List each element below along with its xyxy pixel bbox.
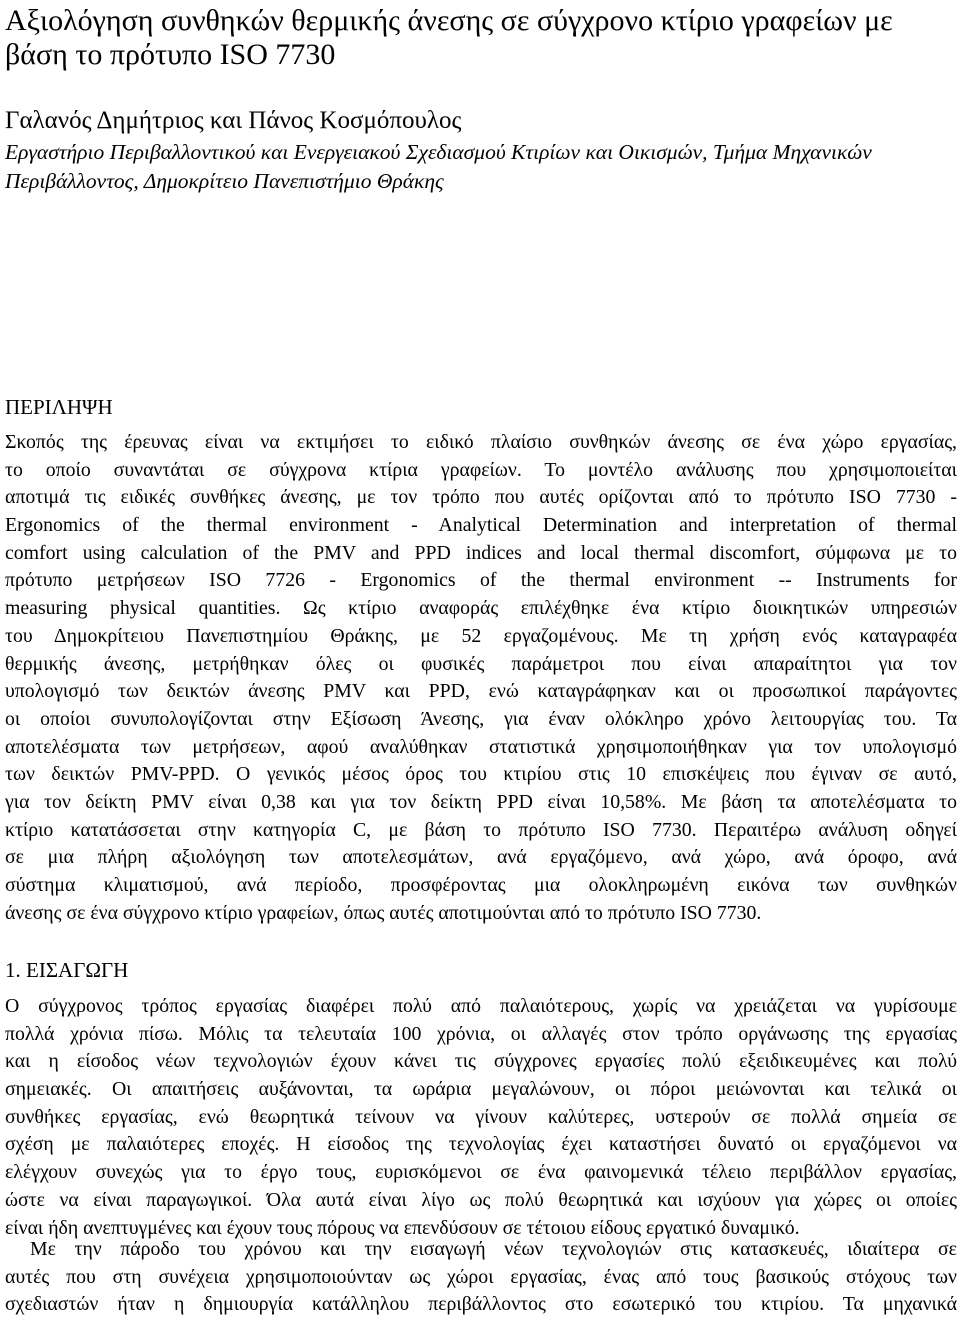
text-line: σχέση με παλαιότερες εποχές. Η είσοδος της τεχνολογίας έχει καταστήσει δυνατό οι εργαζόμενοι να <box>5 1133 957 1156</box>
text-line: συνθήκες εργασίας, ενώ θεωρητικά τείνουν να γίνουν καλύτερες, υστερούν σε πολλά σημεία σε <box>5 1105 957 1128</box>
affiliation-line-1: Εργαστήριο Περιβαλλοντικού και Ενεργειακού Σχεδιασμού Κτιρίων και Οικισμών, Τμήμα Μηχανικών <box>5 140 872 164</box>
text-line: σημειακές. Οι απαιτήσεις αυξάνονται, τα ωράρια μεγαλώνουν, οι πόροι μειώνονται και τελικά οι <box>5 1078 957 1101</box>
text-line: είναι ήδη ανεπτυγμένες και έχουν τους πόρους να επενδύσουν σε τέτοιου είδους εργατικό δυναμικό. <box>5 1216 800 1239</box>
abstract-heading: ΠΕΡΙΛΗΨΗ <box>5 395 113 419</box>
text-line: αυτές που στη συνέχεια χρησιμοποιούνταν ως χώροι εργασίας, ένας από τους βασικούς στόχους των <box>5 1265 957 1288</box>
text-line: Με την πάροδο του χρόνου και την εισαγωγή νέων τεχνολογιών στις κατασκευές, ιδιαίτερα σε <box>30 1238 957 1260</box>
text-line: comfort using calculation of the PMV and PPD indices and local thermal discomfort, σύμφωνα με το <box>5 541 957 564</box>
paper-title-line-1: Αξιολόγηση συνθηκών θερμικής άνεσης σε σύγχρονο κτίριο γραφείων με <box>5 4 893 37</box>
text-line: ώστε να είναι παραγωγικοί. Όλα αυτά είναι λίγο ως πολύ θεωρητικά και ισχύουν για χώρες οι οποίες <box>5 1188 957 1211</box>
text-line: αποτελέσματα των μετρήσεων, αφού αναλύθηκαν στατιστικά χρησιμοποιήθηκαν για τον υπολογισμό <box>5 735 957 758</box>
text-line: σε μια πλήρη αξιολόγηση των αποτελεσμάτων, ανά εργαζόμενο, ανά χώρο, ανά όροφο, ανά <box>5 846 957 869</box>
text-line: για τον δείκτη PMV είναι 0,38 και για τον δείκτη PPD είναι 10,58%. Με βάση τα αποτελέσματα το <box>5 790 957 813</box>
introduction-paragraph-1 <box>5 993 957 1242</box>
text-line: και η είσοδος νέων τεχνολογιών έχουν κάνει τις σύγχρονες εργασίες πολύ εξειδικευμένες και πολύ <box>5 1050 957 1073</box>
text-line: των δεικτών PMV-PPD. Ο γενικός μέσος όρος του κτιρίου στις 10 επισκέψεις που έγιναν σε αυτό, <box>5 763 957 786</box>
text-line: αποτιμά τις ειδικές συνθήκες άνεσης, με τον τρόπο που αυτές ορίζονται από το πρότυπο ISO 7730 - <box>5 486 957 509</box>
text-line: measuring physical quantities. Ως κτίριο αναφοράς επιλέχθηκε ένα κτίριο διοικητικών υπηρεσιών <box>5 597 957 620</box>
text-line: Σκοπός της έρευνας είναι να εκτιμήσει το ειδικό πλαίσιο συνθηκών άνεσης σε ένα χώρο εργασίας, <box>5 431 957 453</box>
paper-title-line-2: βάση το πρότυπο ISO 7730 <box>5 38 336 71</box>
text-line: κτίριο κατατάσσεται στην κατηγορία C, με βάση το πρότυπο ISO 7730. Περαιτέρω ανάλυση οδηγεί <box>5 818 957 841</box>
text-line: το οποίο συναντάται σε σύγχρονα κτίρια γραφείων. Το μοντέλο ανάλυσης που χρησιμοποιείται <box>5 458 957 481</box>
text-line: πρότυπο μετρήσεων ISO 7726 - Ergonomics of the thermal environment -- Instruments for <box>5 569 957 592</box>
text-line: σχεδιαστών ήταν η δημιουργία κατάλληλου περιβάλλοντος στο εσωτερικό του κτιρίου. Τα μηχανικά <box>5 1293 957 1316</box>
affiliation <box>5 138 872 196</box>
paper-title <box>5 4 957 72</box>
introduction-heading: 1. ΕΙΣΑΓΩΓΗ <box>5 958 129 982</box>
affiliation-line-2: Περιβάλλοντος, Δημοκρίτειο Πανεπιστήμιο Θράκης <box>5 169 444 193</box>
text-line: Ο σύγχρονος τρόπος εργασίας διαφέρει πολύ από παλαιότερους, χωρίς να χρειάζεται να γυρίσουμε <box>5 995 957 1017</box>
abstract-paragraph <box>5 429 957 927</box>
text-line: υπολογισμό των δεικτών άνεσης PMV και PPD, ενώ καταγράφηκαν και οι προσωπικοί παράγοντες <box>5 680 957 703</box>
text-line: πολλά χρόνια πίσω. Μόλις τα τελευταία 100 χρόνια, οι αλλαγές στον τρόπο οργάνωσης της εργασίας <box>5 1022 957 1045</box>
text-line: Ergonomics of the thermal environment - Analytical Determination and interpretation of thermal <box>5 514 957 537</box>
introduction-paragraph-2 <box>5 1236 957 1319</box>
text-line: σύστημα κλιματισμού, ανά περίοδο, προσφέροντας μια ολοκληρωμένη εικόνα των συνθηκών <box>5 874 957 896</box>
text-line: του Δημοκρίτειου Πανεπιστημίου Θράκης, με 52 εργαζομένους. Με τη χρήση ενός καταγραφέα <box>5 624 957 647</box>
text-line: άνεσης σε ένα σύγχρονο κτίριο γραφείων, όπως αυτές αποτιμούνται από το πρότυπο ISO 7730. <box>5 901 762 924</box>
text-line: ελέγχουν συνεχώς για το έργο τους, ευρισκόμενοι σε ένα φαινομενικά τέλειο περιβάλλον εργασίας, <box>5 1161 957 1184</box>
authors: Γαλανός Δημήτριος και Πάνος Κοσμόπουλος <box>5 107 462 134</box>
text-line: θερμικής άνεσης, μετρήθηκαν όλες οι φυσικές παράμετροι που είναι απαραίτητοι για τον <box>5 652 957 675</box>
text-line: οι οποίοι συνυπολογίζονται στην Εξίσωση Άνεσης, για έναν ολόκληρο χρόνο λειτουργίας του. Τα <box>5 707 957 730</box>
